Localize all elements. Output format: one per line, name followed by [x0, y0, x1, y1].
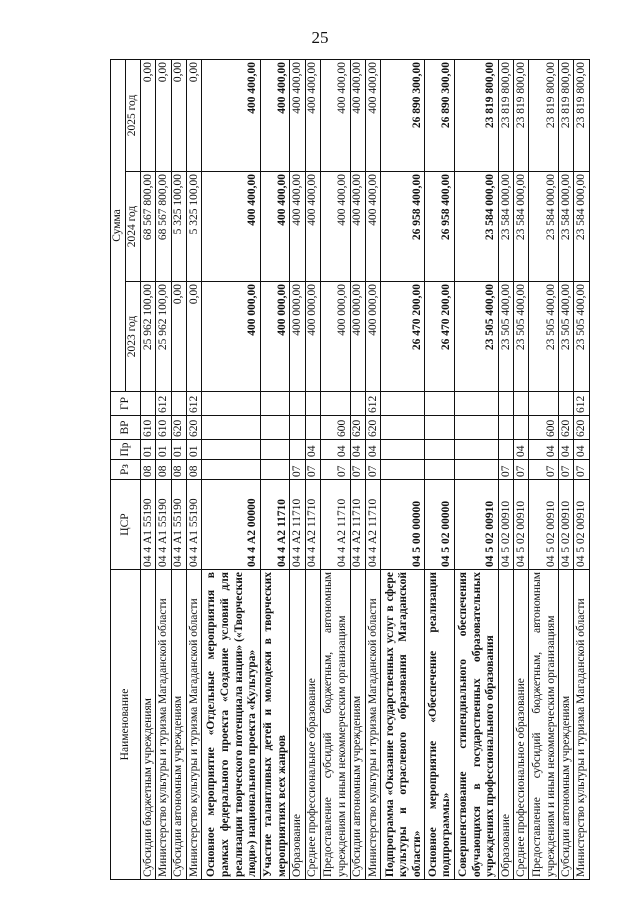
cell-2023: 23 505 400,00 [574, 282, 590, 392]
table-row [574, 59, 590, 879]
header-sum: Сумма [111, 59, 126, 391]
cell-name: Министерство культуры и туризма Магаданской области [156, 570, 171, 880]
rotated-table-container [110, 60, 590, 880]
table-row [171, 59, 186, 879]
cell-2024: 400 400,00 [202, 172, 260, 282]
cell-rz [425, 460, 455, 480]
cell-2024: 23 584 000,00 [454, 172, 498, 282]
cell-gr [305, 392, 320, 416]
table-row [350, 59, 365, 879]
cell-rz: 08 [156, 460, 171, 480]
cell-2025: 23 819 800,00 [514, 59, 529, 171]
header-vr: ВР [111, 416, 141, 440]
cell-2025: 0,00 [141, 59, 156, 171]
cell-2023: 23 505 400,00 [559, 282, 574, 392]
cell-csr: 04 5 02 00910 [574, 480, 590, 570]
cell-2024: 400 400,00 [350, 172, 365, 282]
cell-rz: 07 [320, 460, 350, 480]
cell-gr [454, 392, 498, 416]
cell-csr: 04 4 А1 55190 [141, 480, 156, 570]
cell-gr [260, 392, 290, 416]
cell-gr [290, 392, 305, 416]
cell-pr: 01 [171, 440, 186, 460]
cell-2025: 26 890 300,00 [381, 59, 425, 171]
cell-2024: 68 567 800,00 [156, 172, 171, 282]
table-body [141, 59, 590, 879]
cell-rz: 07 [529, 460, 559, 480]
cell-2024: 26 958 400,00 [425, 172, 455, 282]
table-row [559, 59, 574, 879]
cell-csr: 04 5 02 00000 [425, 480, 455, 570]
cell-pr: 04 [529, 440, 559, 460]
cell-2025: 0,00 [156, 59, 171, 171]
table-row [187, 59, 202, 879]
cell-2024: 400 400,00 [260, 172, 290, 282]
cell-rz: 07 [305, 460, 320, 480]
cell-name: Совершенствование стипендиального обеспечения обучающихся в государственных образовательных учреждениях профессионального образования [454, 570, 498, 880]
cell-csr: 04 4 А2 11710 [260, 480, 290, 570]
cell-gr [141, 392, 156, 416]
cell-gr: 612 [574, 392, 590, 416]
cell-2025: 400 400,00 [260, 59, 290, 171]
cell-2023: 25 962 100,00 [156, 282, 171, 392]
cell-2023: 400 000,00 [305, 282, 320, 392]
cell-2023: 400 000,00 [202, 282, 260, 392]
cell-name: Предоставление субсидий бюджетным, автономным учреждениям и иным некоммерческим организациям [529, 570, 559, 880]
table-row [141, 59, 156, 879]
table-row [202, 59, 260, 879]
cell-2023: 0,00 [187, 282, 202, 392]
cell-gr [171, 392, 186, 416]
cell-rz [202, 460, 260, 480]
cell-rz: 07 [574, 460, 590, 480]
cell-pr: 04 [574, 440, 590, 460]
cell-2024: 400 400,00 [365, 172, 380, 282]
cell-vr [514, 416, 529, 440]
cell-vr: 620 [365, 416, 380, 440]
header-2024: 2024 год [126, 172, 141, 282]
cell-pr: 04 [365, 440, 380, 460]
cell-2025: 0,00 [187, 59, 202, 171]
cell-2023: 400 000,00 [350, 282, 365, 392]
cell-vr [260, 416, 290, 440]
table-row [498, 59, 513, 879]
cell-gr [381, 392, 425, 416]
header-2025: 2025 год [126, 59, 141, 171]
budget-table [110, 59, 590, 880]
cell-name: Министерство культуры и туризма Магаданской области [365, 570, 380, 880]
header-pr: Пр [111, 440, 141, 460]
cell-gr [514, 392, 529, 416]
cell-vr: 620 [574, 416, 590, 440]
cell-rz: 07 [514, 460, 529, 480]
header-name: Наименование [111, 570, 141, 880]
cell-csr: 04 4 А2 00000 [202, 480, 260, 570]
cell-gr [425, 392, 455, 416]
cell-name: Министерство культуры и туризма Магаданской области [574, 570, 590, 880]
cell-2023: 23 505 400,00 [514, 282, 529, 392]
cell-rz: 07 [365, 460, 380, 480]
table-row [156, 59, 171, 879]
cell-gr [559, 392, 574, 416]
cell-name: Среднее профессиональное образование [514, 570, 529, 880]
cell-vr: 620 [187, 416, 202, 440]
cell-2025: 23 819 800,00 [498, 59, 513, 171]
cell-2024: 400 400,00 [305, 172, 320, 282]
cell-2023: 26 470 200,00 [381, 282, 425, 392]
cell-vr [454, 416, 498, 440]
table-row [425, 59, 455, 879]
cell-2024: 23 584 000,00 [559, 172, 574, 282]
cell-name: Участие талантливых детей и молодежи в творческих мероприятиях всех жанров [260, 570, 290, 880]
cell-rz [381, 460, 425, 480]
header-rz: Рз [111, 460, 141, 480]
cell-vr: 610 [156, 416, 171, 440]
cell-gr: 612 [187, 392, 202, 416]
table-row [260, 59, 290, 879]
table-row [290, 59, 305, 879]
cell-2023: 400 000,00 [290, 282, 305, 392]
cell-rz: 07 [290, 460, 305, 480]
cell-pr [425, 440, 455, 460]
cell-csr: 04 4 А1 55190 [187, 480, 202, 570]
cell-2024: 26 958 400,00 [381, 172, 425, 282]
cell-csr: 04 4 А1 55190 [156, 480, 171, 570]
cell-vr [305, 416, 320, 440]
cell-name: Образование [290, 570, 305, 880]
cell-csr: 04 4 А2 11710 [305, 480, 320, 570]
table-row [365, 59, 380, 879]
cell-vr: 620 [171, 416, 186, 440]
cell-2023: 400 000,00 [365, 282, 380, 392]
cell-2024: 23 584 000,00 [498, 172, 513, 282]
cell-gr [202, 392, 260, 416]
cell-2024: 400 400,00 [320, 172, 350, 282]
cell-2023: 0,00 [171, 282, 186, 392]
cell-vr [202, 416, 260, 440]
cell-name: Субсидии бюджетным учреждениям [141, 570, 156, 880]
cell-2025: 400 400,00 [202, 59, 260, 171]
table-row [454, 59, 498, 879]
cell-vr [290, 416, 305, 440]
cell-csr: 04 5 02 00910 [529, 480, 559, 570]
cell-2023: 400 000,00 [320, 282, 350, 392]
cell-pr [260, 440, 290, 460]
cell-pr [454, 440, 498, 460]
cell-2025: 400 400,00 [320, 59, 350, 171]
cell-2023: 23 505 400,00 [498, 282, 513, 392]
cell-pr: 04 [559, 440, 574, 460]
cell-gr [350, 392, 365, 416]
cell-csr: 04 4 А2 11710 [350, 480, 365, 570]
cell-gr [529, 392, 559, 416]
cell-2025: 23 819 800,00 [574, 59, 590, 171]
table-row [305, 59, 320, 879]
cell-2023: 23 505 400,00 [454, 282, 498, 392]
cell-2024: 23 584 000,00 [529, 172, 559, 282]
cell-vr: 620 [350, 416, 365, 440]
cell-name: Основное мероприятие «Обеспечение реализации подпрограммы» [425, 570, 455, 880]
cell-pr [202, 440, 260, 460]
cell-2023: 26 470 200,00 [425, 282, 455, 392]
cell-vr: 610 [141, 416, 156, 440]
cell-2025: 23 819 800,00 [454, 59, 498, 171]
cell-name: Подпрограмма «Оказание государственных услуг в сфере культуры и отраслевого образования Магаданской области» [381, 570, 425, 880]
cell-pr: 01 [141, 440, 156, 460]
table-row [381, 59, 425, 879]
cell-pr: 04 [320, 440, 350, 460]
cell-vr: 600 [320, 416, 350, 440]
cell-2025: 23 819 800,00 [559, 59, 574, 171]
cell-csr: 04 4 А2 11710 [365, 480, 380, 570]
cell-rz: 08 [141, 460, 156, 480]
cell-vr [425, 416, 455, 440]
cell-name: Образование [498, 570, 513, 880]
cell-rz: 07 [559, 460, 574, 480]
table-row [320, 59, 350, 879]
cell-2025: 26 890 300,00 [425, 59, 455, 171]
cell-vr: 600 [529, 416, 559, 440]
cell-2024: 23 584 000,00 [574, 172, 590, 282]
cell-name: Предоставление субсидий бюджетным, автономным учреждениям и иным некоммерческим организациям [320, 570, 350, 880]
header-gr: ГР [111, 392, 141, 416]
cell-rz [454, 460, 498, 480]
cell-name: Министерство культуры и туризма Магаданской области [187, 570, 202, 880]
cell-rz: 07 [498, 460, 513, 480]
cell-2023: 23 505 400,00 [529, 282, 559, 392]
header-2023: 2023 год [126, 282, 141, 392]
cell-pr: 01 [187, 440, 202, 460]
cell-2025: 400 400,00 [350, 59, 365, 171]
cell-rz: 08 [187, 460, 202, 480]
cell-csr: 04 4 А2 11710 [290, 480, 305, 570]
cell-gr [498, 392, 513, 416]
cell-pr: 04 [350, 440, 365, 460]
cell-csr: 04 5 02 00910 [559, 480, 574, 570]
cell-gr: 612 [365, 392, 380, 416]
page-number: 25 [311, 28, 329, 47]
header-csr: ЦСР [111, 480, 141, 570]
cell-pr: 01 [156, 440, 171, 460]
cell-csr: 04 5 02 00910 [498, 480, 513, 570]
table-row [514, 59, 529, 879]
cell-pr: 04 [514, 440, 529, 460]
cell-csr: 04 5 02 00910 [514, 480, 529, 570]
cell-2024: 68 567 800,00 [141, 172, 156, 282]
cell-2024: 5 325 100,00 [171, 172, 186, 282]
cell-csr: 04 4 А1 55190 [171, 480, 186, 570]
cell-name: Основное мероприятие «Отдельные мероприятия в рамках федерального проекта «Создание условий для реализации творческого потенциала нации» («Творческие люди») национального проекта «Культура» [202, 570, 260, 880]
table-row [529, 59, 559, 879]
cell-pr [381, 440, 425, 460]
cell-2023: 25 962 100,00 [141, 282, 156, 392]
cell-csr: 04 5 00 00000 [381, 480, 425, 570]
cell-name: Субсидии автономным учреждениям [350, 570, 365, 880]
cell-2025: 23 819 800,00 [529, 59, 559, 171]
cell-2025: 400 400,00 [290, 59, 305, 171]
cell-vr [381, 416, 425, 440]
cell-rz: 07 [350, 460, 365, 480]
cell-gr: 612 [156, 392, 171, 416]
cell-gr [320, 392, 350, 416]
cell-name: Субсидии автономным учреждениям [171, 570, 186, 880]
cell-vr [498, 416, 513, 440]
table-header [111, 59, 141, 879]
cell-rz [260, 460, 290, 480]
cell-pr: 04 [305, 440, 320, 460]
cell-2024: 5 325 100,00 [187, 172, 202, 282]
cell-name: Субсидии автономным учреждениям [559, 570, 574, 880]
cell-2023: 400 000,00 [260, 282, 290, 392]
cell-2025: 400 400,00 [305, 59, 320, 171]
cell-2024: 400 400,00 [290, 172, 305, 282]
cell-2025: 0,00 [171, 59, 186, 171]
cell-csr: 04 5 02 00910 [454, 480, 498, 570]
cell-pr [498, 440, 513, 460]
cell-2025: 400 400,00 [365, 59, 380, 171]
cell-csr: 04 4 А2 11710 [320, 480, 350, 570]
cell-name: Среднее профессиональное образование [305, 570, 320, 880]
cell-vr: 620 [559, 416, 574, 440]
cell-pr [290, 440, 305, 460]
cell-rz: 08 [171, 460, 186, 480]
cell-2024: 23 584 000,00 [514, 172, 529, 282]
